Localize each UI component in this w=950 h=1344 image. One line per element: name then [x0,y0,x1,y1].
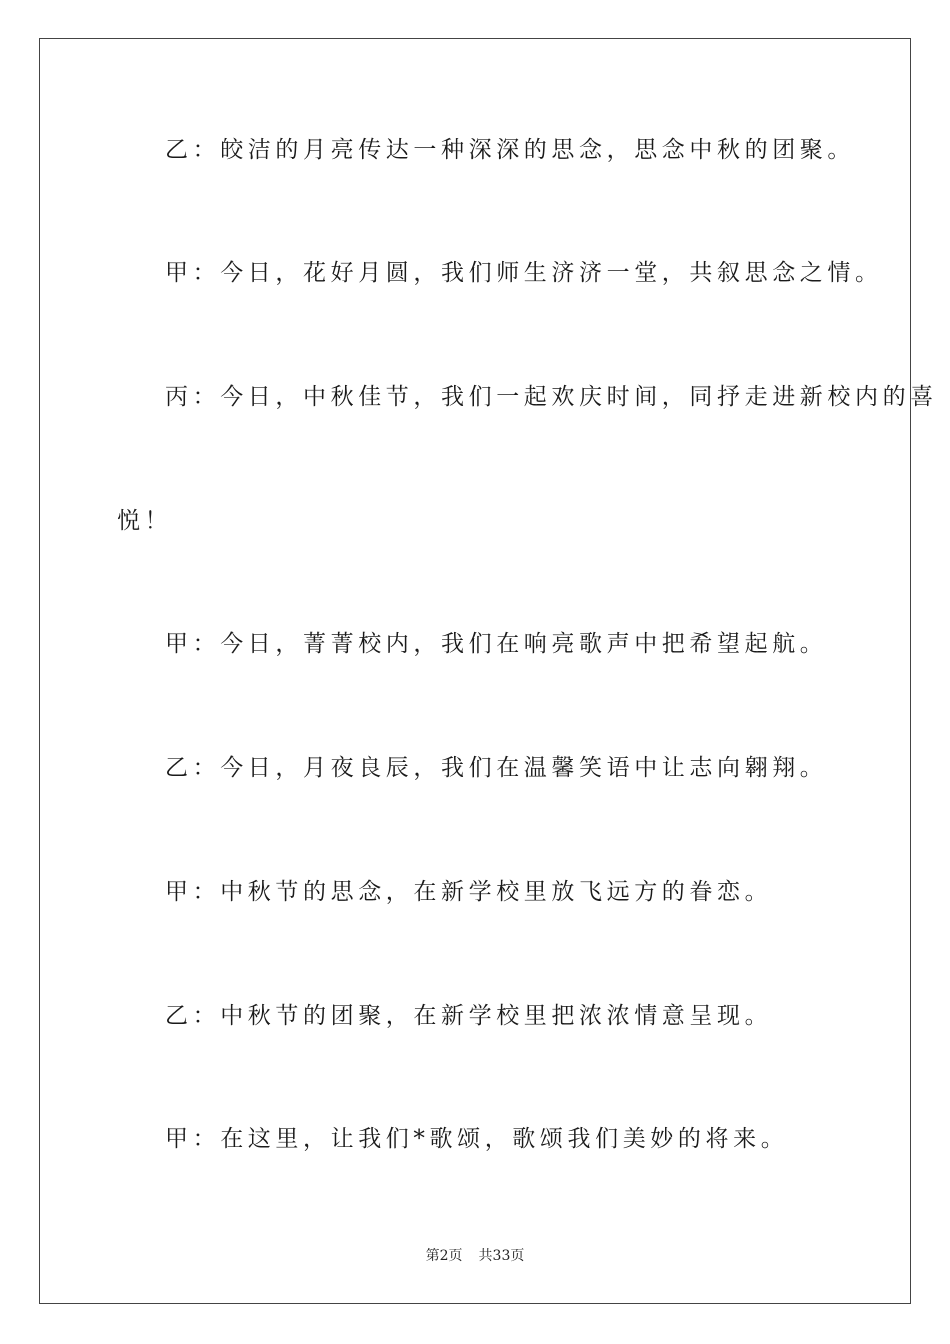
paragraph-5: 乙：今日，月夜良辰，我们在温馨笑语中让志向翱翔。 [165,755,828,781]
paragraph-7: 乙：中秋节的团聚，在新学校里把浓浓情意呈现。 [165,1003,773,1029]
paragraph-3-continuation: 悦！ [117,508,173,534]
paragraph-1: 乙：皎洁的月亮传达一种深深的思念，思念中秋的团聚。 [165,137,855,163]
page-number: 第2页 [425,1248,463,1264]
paragraph-8: 甲：在这里，让我们*歌颂，歌颂我们美妙的将来。 [165,1126,789,1152]
page-total: 共33页 [478,1248,525,1264]
paragraph-3: 丙：今日，中秋佳节，我们一起欢庆时间，同抒走进新校内的喜 [165,384,938,410]
paragraph-6: 甲：中秋节的思念，在新学校里放飞远方的眷恋。 [165,879,773,905]
paragraph-4: 甲：今日，菁菁校内，我们在响亮歌声中把希望起航。 [165,631,828,657]
paragraph-2: 甲：今日，花好月圆，我们师生济济一堂，共叙思念之情。 [165,260,883,286]
page-footer [0,1246,950,1266]
